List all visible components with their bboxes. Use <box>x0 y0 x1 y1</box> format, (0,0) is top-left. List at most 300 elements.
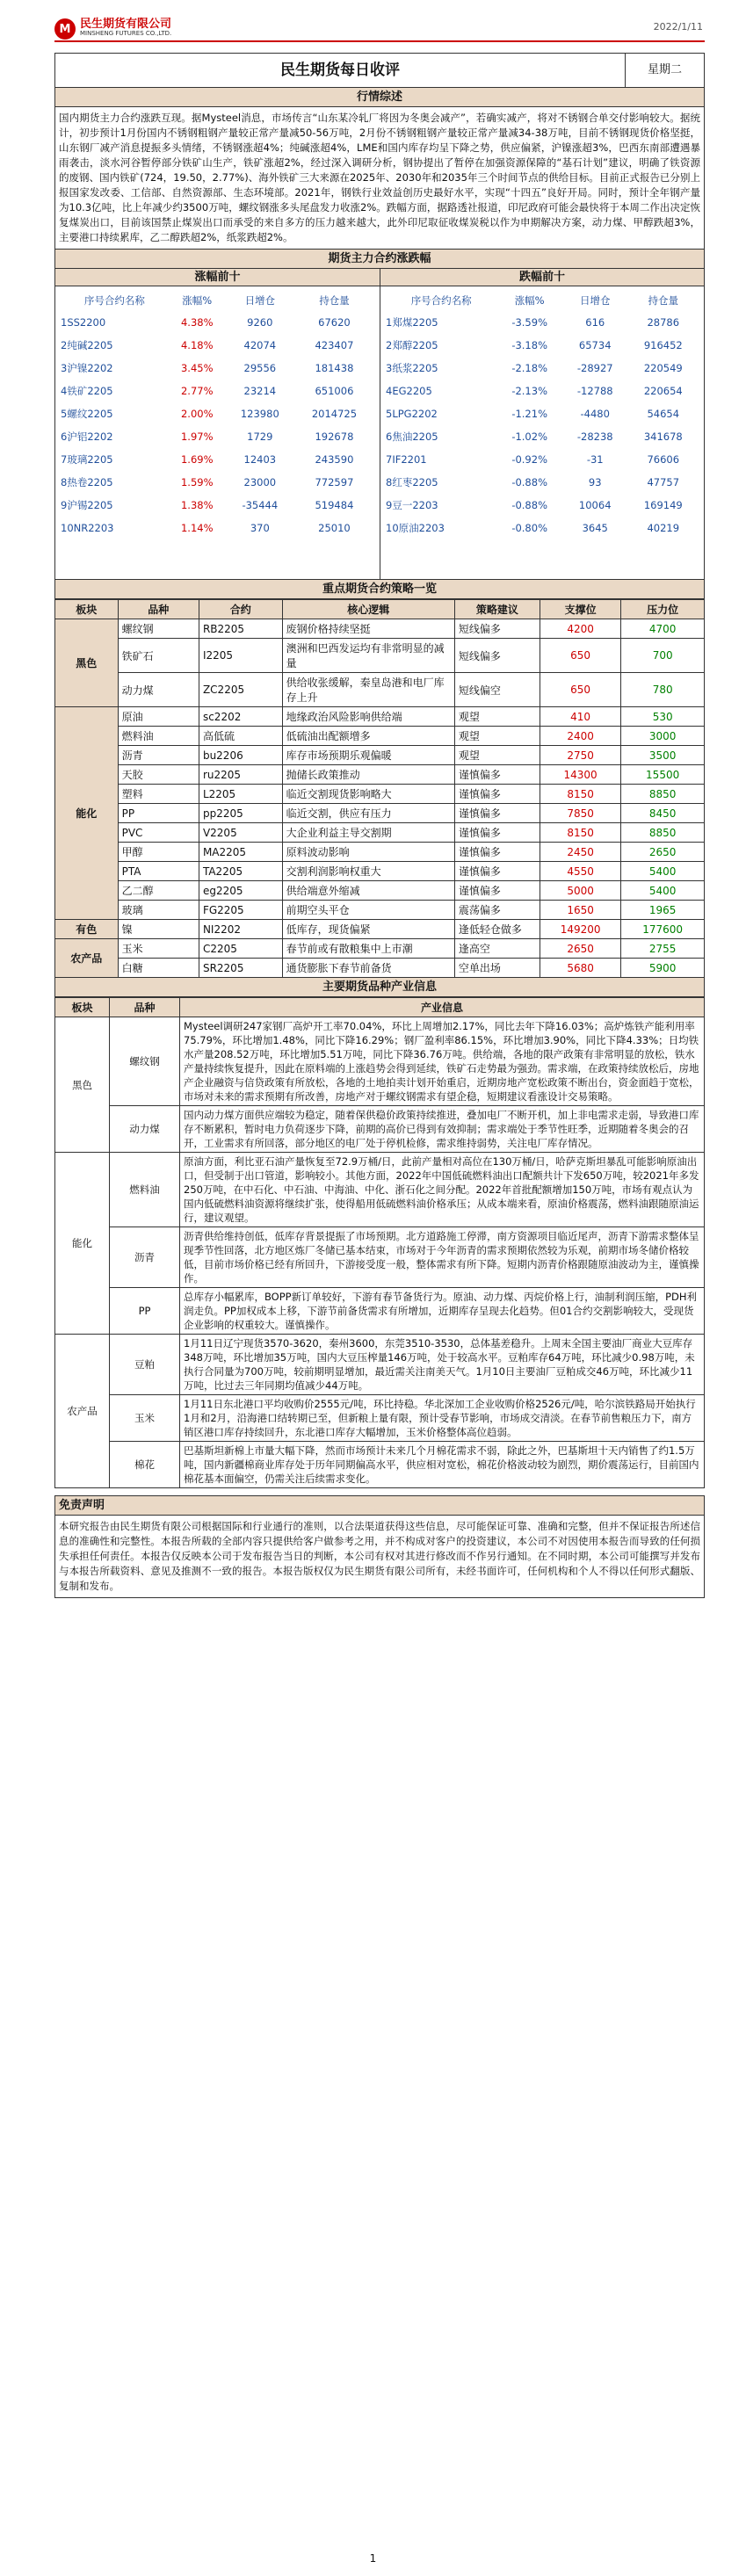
industry-row <box>55 1153 705 1227</box>
contract-code: NR2203 <box>73 522 114 534</box>
commodity-name: 玉米 <box>110 1395 180 1442</box>
contract-code: 豆一2203 <box>392 499 438 511</box>
open-interest: 169149 <box>643 499 683 511</box>
gainers-row <box>61 448 374 471</box>
contract-code: 铁矿2205 <box>67 385 113 397</box>
resistance-level: 1965 <box>621 901 705 920</box>
disclaimer-title: 免责声明 <box>54 1495 705 1515</box>
change-pct: -1.21% <box>511 408 547 420</box>
rank-number: 9 <box>386 499 393 511</box>
support-level: 8150 <box>540 823 620 843</box>
gainers-col-header: 序号合约名称 <box>83 294 145 307</box>
contract-code: SR2205 <box>199 959 282 978</box>
strategy-row <box>55 901 705 920</box>
strategy-advice: 观望 <box>454 746 540 765</box>
strategy-row <box>55 862 705 881</box>
support-level: 1650 <box>540 901 620 920</box>
commodity-name: 塑料 <box>118 785 199 804</box>
core-logic: 临近交割现货影响略大 <box>282 785 454 804</box>
daily-oi-change: 29556 <box>243 362 277 374</box>
core-logic: 交割利润影响权重大 <box>282 862 454 881</box>
rank-number: 6 <box>61 431 68 443</box>
industry-info: 原油方面，利比亚石油产量恢复至72.9万桶/日，此前产量相对高位在130万桶/日，哈萨克斯坦暴乱可能影响原油出口，但受制于出口管道，影响较小。其他方面，2022年中国低硫燃料油出口配额共计下发650万吨，较2021年多发250万吨，在中石化、中石油、中海油、中化、浙石化之间分配。2022年首批配额增加150万吨，市场有观点认为国内低硫燃料油资源将继续扩张，使得船用低硫燃料油价格承压；从成本端来看，原油价格震荡，燃料油跟随原油运行，建议观望。 <box>180 1153 705 1227</box>
rank-number: 9 <box>61 499 68 511</box>
rank-number: 7 <box>61 453 68 466</box>
gainers-row <box>61 471 374 494</box>
company-logo <box>54 18 171 40</box>
strategy-advice: 短线偏空 <box>454 673 540 707</box>
strategy-row <box>55 823 705 843</box>
change-pct: -0.88% <box>511 476 547 488</box>
resistance-level: 530 <box>621 707 705 727</box>
industry-col-header: 品种 <box>110 998 180 1017</box>
report-date: 2022/1/11 <box>653 21 703 33</box>
open-interest: 220654 <box>643 385 683 397</box>
core-logic: 大企业利益主导交割期 <box>282 823 454 843</box>
strategy-advice: 谨慎偏多 <box>454 804 540 823</box>
commodity-name: 螺纹钢 <box>110 1017 180 1106</box>
rank-number: 3 <box>386 362 393 374</box>
gainers-row <box>61 402 374 425</box>
strategy-advice: 谨慎偏多 <box>454 843 540 862</box>
change-pct: -2.18% <box>511 362 547 374</box>
strategy-table <box>54 599 705 978</box>
open-interest: 651006 <box>315 385 354 397</box>
commodity-name: 螺纹钢 <box>118 619 199 639</box>
industry-table <box>54 997 705 1488</box>
rank-number: 6 <box>386 431 393 443</box>
strategy-col-header: 品种 <box>118 600 199 619</box>
report-header <box>54 16 705 42</box>
commodity-name: 天胶 <box>118 765 199 785</box>
change-pct: 4.18% <box>180 339 214 351</box>
rank-number: 2 <box>386 339 393 351</box>
contract-name <box>61 311 169 334</box>
losers-row <box>386 357 699 380</box>
commodity-name: 白糖 <box>118 959 199 978</box>
losers-col-header: 持仓量 <box>648 294 679 307</box>
gainers-row <box>61 425 374 448</box>
daily-oi-change: -28927 <box>576 362 613 374</box>
support-level: 5000 <box>540 881 620 901</box>
strategy-row <box>55 804 705 823</box>
support-level: 149200 <box>540 920 620 939</box>
industry-row <box>55 1395 705 1442</box>
change-pct: -3.59% <box>511 316 547 329</box>
rank-number: 5 <box>386 408 393 420</box>
resistance-level: 2755 <box>621 939 705 959</box>
rank-number: 7 <box>386 453 393 466</box>
contract-name <box>61 425 169 448</box>
contract-code: bu2206 <box>199 746 282 765</box>
contract-code: L2205 <box>199 785 282 804</box>
losers-row <box>386 402 699 425</box>
support-level: 7850 <box>540 804 620 823</box>
change-pct: 2.00% <box>180 408 214 420</box>
change-pct: 1.38% <box>180 499 214 511</box>
industry-info: 1月11日辽宁现货3570-3620，秦州3600，东莞3510-3530，总体基差稳升。上周末全国主要油厂商业大豆库存348万吨，环比增加35万吨，国内大豆压榨量146万吨，处于较高水平。豆粕库存64万吨，环比减少0.98万吨，未执行合同量为700万吨，较前期明显增加，最近需关注南美天气。1月10日主要油厂豆粕成交46万吨，环比减少11万吨，比过去三年同期均值减少44万吨。 <box>180 1335 705 1395</box>
core-logic: 抛储长政策推动 <box>282 765 454 785</box>
support-level: 2750 <box>540 746 620 765</box>
change-pct: -0.88% <box>511 499 547 511</box>
losers-row <box>386 425 699 448</box>
disclaimer-text: 本研究报告由民生期货有限公司根据国际和行业通行的准则，以合法渠道获得这些信息，尽可能保证可靠、准确和完整，但并不保证报告所述信息的准确性和完整性。本报告所载的全部内容只提供给客户做参考之用，并不构成对客户的投资建议，本公司不对因使用本报告而导致的任何损失承担任何责任。本报告仅反映本公司于发布报告当日的判断，本公司有权对其进行修改而不作另行通知。在不同时期，本公司可能撰写并发布与本报告所载资料、意见及推测不一致的报告。本报告版权仅为民生期货有限公司所有，未经书面许可，任何机构和个人不得以任何形式翻版、复制和发布。 <box>54 1515 705 1598</box>
rank-number: 4 <box>386 385 393 397</box>
open-interest: 181438 <box>315 362 354 374</box>
change-pct: -0.92% <box>511 453 547 466</box>
change-pct: 1.14% <box>180 522 214 534</box>
rank-number: 2 <box>61 339 68 351</box>
change-pct: -0.80% <box>511 522 547 534</box>
strategy-advice: 谨慎偏多 <box>454 881 540 901</box>
contract-name <box>386 494 496 517</box>
sector-label: 有色 <box>55 920 119 939</box>
resistance-level: 3000 <box>621 727 705 746</box>
core-logic: 供给收张缓解，秦皇岛港和电厂库存上升 <box>282 673 454 707</box>
commodity-name: PVC <box>118 823 199 843</box>
sector-label: 黑色 <box>55 1017 110 1153</box>
contract-code: 焦油2205 <box>392 431 438 443</box>
losers-row <box>386 471 699 494</box>
core-logic: 供给端意外缩减 <box>282 881 454 901</box>
open-interest: 519484 <box>315 499 354 511</box>
contract-code: 高低硫 <box>199 727 282 746</box>
strategy-row <box>55 843 705 862</box>
strategy-col-header: 板块 <box>55 600 119 619</box>
strategy-row <box>55 785 705 804</box>
support-level: 2400 <box>540 727 620 746</box>
strategy-advice: 谨慎偏多 <box>454 785 540 804</box>
open-interest: 47757 <box>647 476 680 488</box>
logo-mark-icon: M <box>54 18 76 40</box>
contract-code: ZC2205 <box>199 673 282 707</box>
page-number: 1 <box>369 2552 377 2565</box>
contract-code: sc2202 <box>199 707 282 727</box>
open-interest: 76606 <box>647 453 680 466</box>
contract-name <box>386 425 496 448</box>
contract-name <box>61 448 169 471</box>
core-logic: 废钢价格持续坚挺 <box>282 619 454 639</box>
daily-oi-change: 9260 <box>247 316 273 329</box>
core-logic: 前期空头平仓 <box>282 901 454 920</box>
contract-code: 红枣2205 <box>392 476 438 488</box>
strategy-row <box>55 959 705 978</box>
strategy-advice: 谨慎偏多 <box>454 765 540 785</box>
resistance-level: 8850 <box>621 785 705 804</box>
strategy-row <box>55 707 705 727</box>
rank-number: 5 <box>61 408 68 420</box>
daily-oi-change: -12788 <box>576 385 613 397</box>
contract-name <box>61 334 169 357</box>
change-pct: 4.38% <box>180 316 214 329</box>
change-pct: 2.77% <box>180 385 214 397</box>
contract-code: 热卷2205 <box>67 476 113 488</box>
contract-code: MA2205 <box>199 843 282 862</box>
contract-code: NI2202 <box>199 920 282 939</box>
strategy-advice: 谨慎偏多 <box>454 862 540 881</box>
industry-info: 总库存小幅累库，BOPP新订单较好，下游有春节备货行为。原油、动力煤、丙烷价格上行，油制利润压缩，PDH利润走负。PP加权成本上移，下游节前备货需求有所增加，近期库存呈现去化趋势。但01合约交割影响较大，受现货企业影响的权重较大。谨慎操作。 <box>180 1288 705 1335</box>
contract-name <box>386 402 496 425</box>
rank-number: 1 <box>386 316 393 329</box>
gainers-row <box>61 357 374 380</box>
resistance-level: 3500 <box>621 746 705 765</box>
support-level: 8150 <box>540 785 620 804</box>
gainers-row <box>61 494 374 517</box>
resistance-level: 5900 <box>621 959 705 978</box>
rank-number: 10 <box>386 522 399 534</box>
contract-name <box>61 517 169 539</box>
contract-code: 原油2203 <box>398 522 445 534</box>
gainers-table <box>61 290 374 539</box>
resistance-level: 2650 <box>621 843 705 862</box>
industry-row <box>55 1288 705 1335</box>
losers-row <box>386 334 699 357</box>
industry-title: 主要期货品种产业信息 <box>54 978 705 997</box>
commodity-name: 玉米 <box>118 939 199 959</box>
open-interest: 25010 <box>318 522 351 534</box>
strategy-row <box>55 727 705 746</box>
daily-oi-change: 42074 <box>243 339 277 351</box>
industry-info: 国内动力煤方面供应端较为稳定，随着保供稳价政策持续推进，叠加电厂不断开机，加上非电需求走弱，导致港口库存不断累积，暂时电力负荷逐步下降，前期的高价已得到有效抑制；需求端处于季节性旺季，近期随着冬奥会的召开，工业需求有所回落，部分地区的电厂处于停机检修，需求维持弱势，关注电厂库存情况。 <box>180 1106 705 1153</box>
daily-oi-change: 123980 <box>240 408 279 420</box>
contract-code: I2205 <box>199 639 282 673</box>
commodity-name: 甲醇 <box>118 843 199 862</box>
contract-name <box>61 357 169 380</box>
contract-name <box>386 380 496 402</box>
daily-oi-change: 23000 <box>243 476 277 488</box>
resistance-level: 15500 <box>621 765 705 785</box>
resistance-level: 5400 <box>621 881 705 901</box>
industry-row <box>55 1335 705 1395</box>
commodity-name: 镍 <box>118 920 199 939</box>
sector-label: 农产品 <box>55 1335 110 1488</box>
commodity-name: 乙二醇 <box>118 881 199 901</box>
losers-col-header: 日增仓 <box>579 294 611 307</box>
rank-number: 8 <box>386 476 393 488</box>
commodity-name: 燃料油 <box>110 1153 180 1227</box>
strategy-advice: 谨慎偏多 <box>454 823 540 843</box>
open-interest: 243590 <box>315 453 354 466</box>
contract-code: C2205 <box>199 939 282 959</box>
rank-number: 10 <box>61 522 74 534</box>
losers-row <box>386 448 699 471</box>
industry-row <box>55 1442 705 1488</box>
market-summary-text: 国内期货主力合约涨跌互现。据Mysteel消息，市场传言“山东某冷轧厂将因为冬奥会减产”，若确实减产，将对不锈钢合单交付影响较大。据统计，初步预计1月份国内不锈钢粗钢产量较正常产量减50-56万吨，2月份不锈钢粗钢产量较正常产量减34-38万吨，目前不锈钢现货价格坚挺，山东钢厂减产消息提振多头情绪，不锈钢涨超4%；纯碱涨超4%，LME和国内库存均呈下降之势，供应偏紧，沪镍涨超3%，巴西东南部遭遇暴雨袭击，淡水河谷暂停部分铁矿山生产，铁矿涨超2%，经过深入调研分析，钢协提出了暂停在加强资源保障的“基石计划”建议，明确了铁资源的废钢、国内铁矿(724，19.50，2.77%)、海外铁矿三大来源在2025年、2030年和2035年三个时间节点的供给目标。目前正式报告已分别上报国家发改委、工信部、自然资源部、生态环境部。2021年，钢铁行业效益创历史最好水平，实现“十四五”良好开局。同时，预计全年钢产量为10.3亿吨，比上年减少约3500万吨，螺纹钢涨多头尾盘发力收涨2%。跌幅方面，据路透社报道，印尼政府可能会最快将于本周二作出决定恢复煤炭出口，目前该国禁止煤炭出口而承受的来自多方的压力越来越大，此外印尼取征收煤炭税以作为申期解决方案，动力煤、甲醇跌超3%，主要港口持续累库，乙二醇跌超2%，纸浆跌超2%。 <box>54 107 705 250</box>
strategy-advice: 震荡偏多 <box>454 901 540 920</box>
resistance-level: 700 <box>621 639 705 673</box>
open-interest: 220549 <box>643 362 683 374</box>
support-level: 410 <box>540 707 620 727</box>
strategy-advice: 观望 <box>454 707 540 727</box>
resistance-level: 780 <box>621 673 705 707</box>
strategy-row <box>55 881 705 901</box>
commodity-name: PP <box>118 804 199 823</box>
report-page <box>54 16 705 1598</box>
gainers-column <box>55 269 380 579</box>
core-logic: 库存市场预期乐观偏暖 <box>282 746 454 765</box>
core-logic: 地缘政治风险影响供给端 <box>282 707 454 727</box>
company-name-en: MINSHENG FUTURES CO.,LTD. <box>80 30 172 37</box>
contract-code: EG2205 <box>392 385 432 397</box>
strategy-advice: 逢高空 <box>454 939 540 959</box>
gainers-col-header: 日增仓 <box>244 294 276 307</box>
industry-info: 1月11日东北港口平均收购价2555元/吨，环比持稳。华北深加工企业收购价格2526元/吨，哈尔滨铁路局开始执行1月和2月，沿海港口结转期已至，但新粮上量有限，预计受春节影响，市场成交清淡。在春节前售粮压力下，南方销区港口库存持续回升，东北港口库存大幅增加，玉米价格整体高位趋弱。 <box>180 1395 705 1442</box>
contract-code: 沪锡2205 <box>67 499 113 511</box>
strategy-advice: 短线偏多 <box>454 619 540 639</box>
support-level: 4200 <box>540 619 620 639</box>
contract-code: FG2205 <box>199 901 282 920</box>
strategy-advice: 逢低轻仓做多 <box>454 920 540 939</box>
contract-code: RB2205 <box>199 619 282 639</box>
strategy-row <box>55 920 705 939</box>
support-level: 650 <box>540 639 620 673</box>
change-pct: -2.13% <box>511 385 547 397</box>
open-interest: 916452 <box>643 339 683 351</box>
losers-col-header: 序号合约名称 <box>410 294 472 307</box>
commodity-name: 棉花 <box>110 1442 180 1488</box>
daily-oi-change: 616 <box>585 316 605 329</box>
gainers-row <box>61 380 374 402</box>
change-pct: 3.45% <box>180 362 214 374</box>
movers-title: 期货主力合约涨跌幅 <box>54 250 705 269</box>
losers-column <box>380 269 704 579</box>
open-interest: 54654 <box>647 408 680 420</box>
change-pct: -3.18% <box>511 339 547 351</box>
daily-oi-change: -4480 <box>580 408 610 420</box>
change-pct: 1.69% <box>180 453 214 466</box>
strategy-advice: 空单出场 <box>454 959 540 978</box>
commodity-name: 豆粕 <box>110 1335 180 1395</box>
contract-code: 沪铝2202 <box>67 431 113 443</box>
resistance-level: 8850 <box>621 823 705 843</box>
losers-col-header: 涨幅% <box>514 294 545 307</box>
movers-panel <box>54 269 705 580</box>
contract-name <box>386 311 496 334</box>
commodity-name: 铁矿石 <box>118 639 199 673</box>
strategy-col-header: 策略建议 <box>454 600 540 619</box>
losers-title: 跌幅前十 <box>380 269 704 286</box>
support-level: 4550 <box>540 862 620 881</box>
commodity-name: PP <box>110 1288 180 1335</box>
core-logic: 原料波动影响 <box>282 843 454 862</box>
contract-code: 沪镍2202 <box>67 362 113 374</box>
sector-label: 农产品 <box>55 939 119 978</box>
contract-code: eg2205 <box>199 881 282 901</box>
commodity-name: 燃料油 <box>118 727 199 746</box>
losers-row <box>386 517 699 539</box>
strategy-advice: 观望 <box>454 727 540 746</box>
open-interest: 341678 <box>643 431 683 443</box>
gainers-title: 涨幅前十 <box>55 269 380 286</box>
support-level: 14300 <box>540 765 620 785</box>
strategy-advice: 短线偏多 <box>454 639 540 673</box>
industry-info: Mysteel调研247家钢厂高炉开工率70.04%，环比上周增加2.17%，同比去年下降16.03%；高炉炼铁产能利用率75.79%，环比增加1.48%，同比下降16.29%；钢厂盈利率86.15%，环比增加3.90%，同比下降4.33%；日均铁水产量208.52万吨，环比增加5.51万吨，同比下降36.76万吨。供给端，各地的限产政策有非常明显的放松，铁水产量持续恢复提升，因此在原料端的上涨趋势会得到延续，铁矿石走势最为强劲。需求端，在政策持续放松后，房地产企业融资与信贷政策有所放松，各地的土地拍卖计划开始重启，近期房地产宽松政策不断出台，资金面趋于宽松，市场对未来的需求预期有所改善，房地产对于螺纹钢需求有望企稳，短期建议看涨设计交易策略。 <box>180 1017 705 1106</box>
contract-name <box>61 402 169 425</box>
strategy-row <box>55 619 705 639</box>
industry-info: 巴基斯坦新棉上市量大幅下降，然而市场预计未来几个月棉花需求不弱，除此之外，巴基斯坦十天内销售了约1.5万吨，国内新疆棉商业库存处于历年同期偏高水平，供应相对宽松，棉花价格波动较为剧烈，期价震荡运行，目前国内棉花基本面偏空，仍需关注后续需求变化。 <box>180 1442 705 1488</box>
daily-oi-change: 23214 <box>243 385 277 397</box>
commodity-name: 动力煤 <box>118 673 199 707</box>
losers-table <box>386 290 699 539</box>
change-pct: -1.02% <box>511 431 547 443</box>
support-level: 5680 <box>540 959 620 978</box>
gainers-col-header: 持仓量 <box>319 294 350 307</box>
strategy-row <box>55 673 705 707</box>
industry-col-header: 产业信息 <box>180 998 705 1017</box>
report-title: 民生期货每日收评 <box>280 62 400 79</box>
strategy-row <box>55 765 705 785</box>
strategy-col-header: 核心逻辑 <box>282 600 454 619</box>
daily-oi-change: 370 <box>250 522 270 534</box>
report-weekday: 星期二 <box>625 54 704 87</box>
daily-oi-change: -31 <box>586 453 604 466</box>
core-logic: 澳洲和巴西发运均有非常明显的减量 <box>282 639 454 673</box>
contract-name <box>61 380 169 402</box>
contract-code: V2205 <box>199 823 282 843</box>
strategy-col-header: 支撑位 <box>540 600 620 619</box>
sector-label: 能化 <box>55 707 119 920</box>
daily-oi-change: 1729 <box>247 431 273 443</box>
open-interest: 192678 <box>315 431 354 443</box>
core-logic: 临近交割，供应有压力 <box>282 804 454 823</box>
daily-oi-change: -35444 <box>242 499 279 511</box>
daily-oi-change: 3645 <box>582 522 608 534</box>
rank-number: 8 <box>61 476 68 488</box>
contract-name <box>61 494 169 517</box>
open-interest: 772597 <box>315 476 354 488</box>
market-summary-title: 行情综述 <box>54 88 705 107</box>
contract-code: pp2205 <box>199 804 282 823</box>
losers-row <box>386 494 699 517</box>
losers-row <box>386 380 699 402</box>
daily-oi-change: 12403 <box>243 453 277 466</box>
industry-info: 沥青供给维持创低，低库存背景提振了市场预期。北方道路施工停滞，南方资源项目临近尾声，沥青下游需求整体呈现季节性回落，北方地区炼厂冬储已基本结束，市场对于今年沥青的需求预期依然较为乐观，前期市场冬储价格较低，目前市场价格已经有所回升，下游接受度一般，整体需求有所下降。短期内沥青价格跟随原油波动为主，谨慎操作。 <box>180 1227 705 1288</box>
industry-row <box>55 1017 705 1106</box>
contract-code: 郑醇2205 <box>392 339 438 351</box>
open-interest: 67620 <box>318 316 351 329</box>
contract-name <box>386 334 496 357</box>
core-logic: 低库存，现货偏紧 <box>282 920 454 939</box>
gainers-row <box>61 311 374 334</box>
contract-code: 纯碱2205 <box>67 339 113 351</box>
gainers-row <box>61 517 374 539</box>
contract-code: LPG2202 <box>392 408 438 420</box>
contract-name <box>386 471 496 494</box>
commodity-name: 沥青 <box>110 1227 180 1288</box>
commodity-name: 原油 <box>118 707 199 727</box>
resistance-level: 177600 <box>621 920 705 939</box>
strategy-col-header: 合约 <box>199 600 282 619</box>
core-logic: 春节前或有散粮集中上市潮 <box>282 939 454 959</box>
open-interest: 40219 <box>647 522 680 534</box>
daily-oi-change: 10064 <box>578 499 612 511</box>
sector-label: 能化 <box>55 1153 110 1335</box>
industry-row <box>55 1227 705 1288</box>
losers-row <box>386 311 699 334</box>
contract-name <box>61 471 169 494</box>
daily-oi-change: 65734 <box>578 339 612 351</box>
resistance-level: 8450 <box>621 804 705 823</box>
support-level: 2450 <box>540 843 620 862</box>
support-level: 2650 <box>540 939 620 959</box>
contract-code: TA2205 <box>199 862 282 881</box>
strategy-row <box>55 939 705 959</box>
commodity-name: 沥青 <box>118 746 199 765</box>
gainers-col-header: 涨幅% <box>182 294 213 307</box>
core-logic: 通货膨胀下春节前备货 <box>282 959 454 978</box>
rank-number: 3 <box>61 362 68 374</box>
contract-code: 玻璃2205 <box>67 453 113 466</box>
